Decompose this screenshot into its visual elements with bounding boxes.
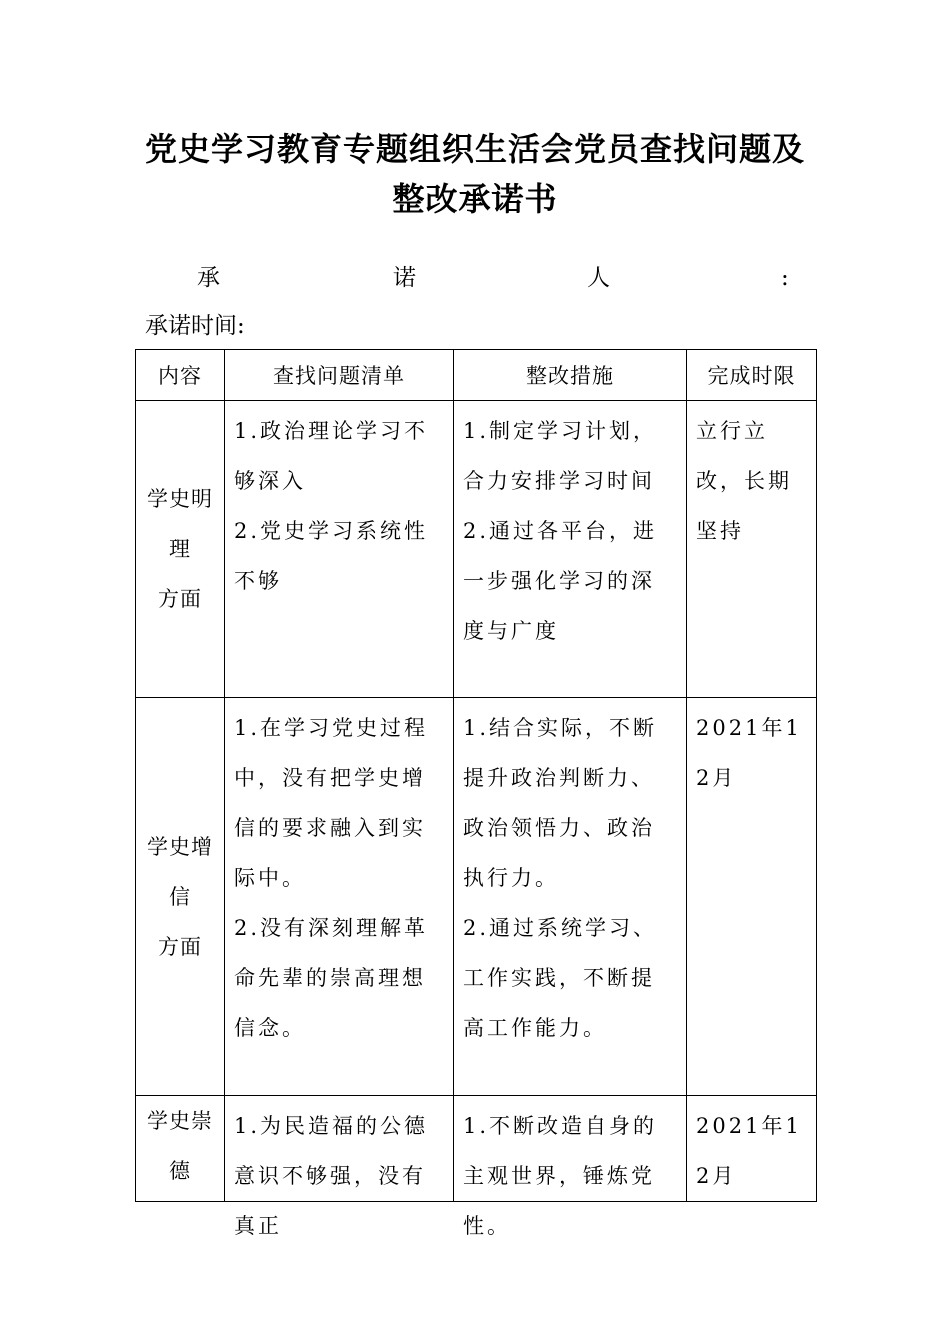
rectification-table (135, 349, 817, 1238)
deadline-cell (687, 401, 817, 698)
problem-item: 1.政治理论学习不够深入 (234, 419, 429, 493)
promiser-char-2: 诺 (393, 265, 416, 291)
category-cell (136, 1096, 225, 1202)
header-deadline: 完成时限 (687, 350, 817, 401)
problem-item: 2.没有深刻理解革命先辈的崇高理想信念。 (234, 916, 429, 1040)
problem-item: 1.在学习党史过程中，没有把学史增信的要求融入到实际中。 (234, 716, 429, 890)
deadline-text: 立行立改，长期坚持 (696, 419, 792, 543)
header-content: 内容 (136, 350, 225, 401)
category-text: 方面 (158, 587, 202, 611)
table-header-row (136, 350, 817, 401)
category-text: 学史增 (147, 834, 213, 859)
measure-item: 1.不断改造自身的主观世界，锤炼党性。 (463, 1114, 658, 1238)
promiser-char-1: 承 (197, 265, 220, 291)
problem-item: 2.党史学习系统性不够 (234, 519, 429, 593)
deadline-text: 2021年12月 (696, 716, 802, 790)
deadline-cell (687, 1096, 817, 1202)
category-text: 学史崇 (147, 1109, 213, 1133)
table-row (136, 698, 817, 1096)
measures-cell (454, 698, 687, 1096)
measures-cell (454, 401, 687, 698)
problems-cell (225, 698, 454, 1096)
measure-item: 1.制定学习计划，合力安排学习时间 (463, 419, 658, 493)
promiser-line (195, 258, 795, 298)
measure-item: 2.通过各平台，进一步强化学习的深度与广度 (463, 519, 658, 643)
measures-cell (454, 1096, 687, 1238)
category-cell (136, 698, 225, 1096)
document-title-line-1: 党史学习教育专题组织生活会党员查找问题及 (144, 130, 805, 168)
category-text: 学史明 (147, 487, 213, 511)
table-row (136, 401, 817, 698)
deadline-cell (687, 698, 817, 1096)
measure-item: 2.通过系统学习、工作实践，不断提高工作能力。 (463, 916, 658, 1040)
problem-item: 1.为民造福的公德意识不够强，没有真正 (234, 1114, 429, 1238)
deadline-text: 2021年12月 (696, 1114, 802, 1188)
header-measures: 整改措施 (454, 350, 687, 401)
category-text: 方面 (158, 934, 202, 959)
header-problems: 查找问题清单 (225, 350, 454, 401)
problems-cell (225, 401, 454, 698)
promiser-char-3: 人 (587, 265, 610, 291)
table-row (136, 1096, 817, 1202)
promiser-colon: : (781, 265, 789, 291)
category-text: 信 (169, 884, 191, 909)
measure-item: 1.结合实际，不断提升政治判断力、政治领悟力、政治执行力。 (463, 716, 658, 890)
problems-cell (225, 1096, 454, 1238)
category-text: 理 (169, 537, 191, 561)
promise-time-label: 承诺时间: (145, 313, 245, 339)
category-text: 德 (169, 1159, 191, 1183)
document-title-line-2: 整改承诺书 (392, 180, 558, 218)
category-cell (136, 401, 225, 698)
